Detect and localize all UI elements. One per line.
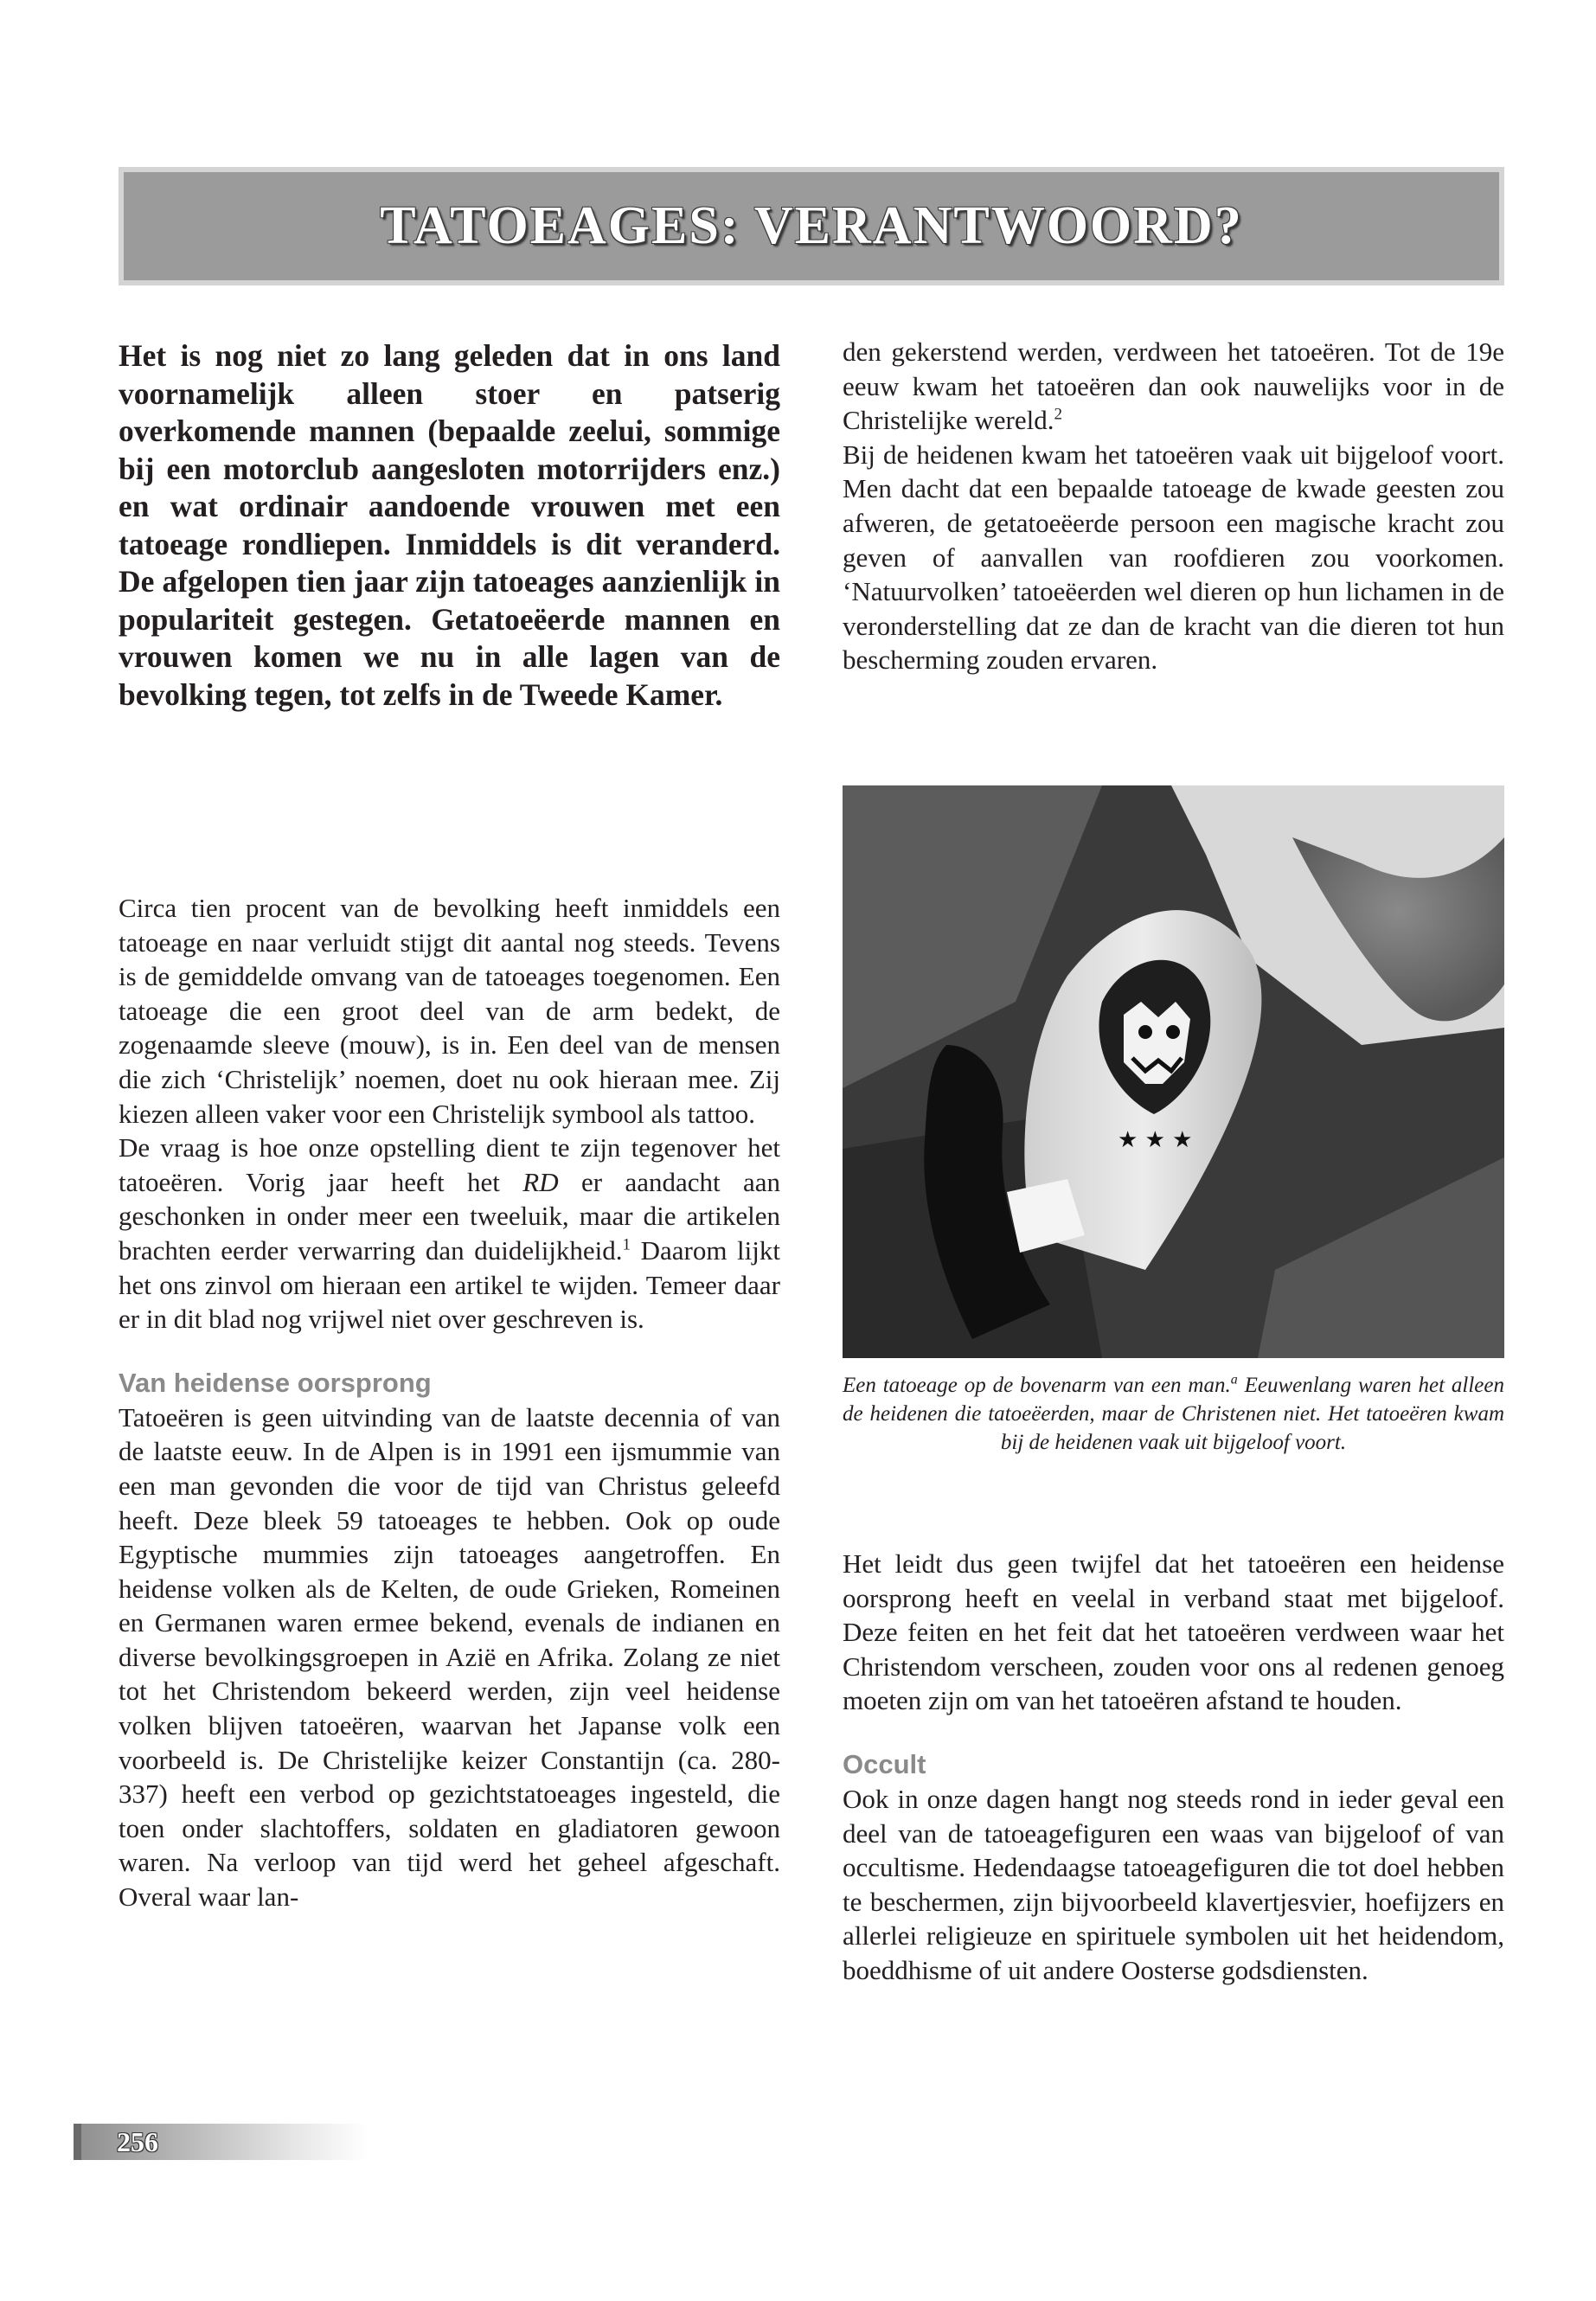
page-number-bar: [74, 2124, 81, 2160]
footnote-ref-2: 2: [1054, 405, 1062, 424]
left-paragraph-1: Circa tien procent van de bevolking heeft inmiddels een tatoeage en naar verluidt stijgt dit aantal nog steeds. Tevens is de gemiddelde omvang van de tatoeages toegenomen. Een tatoeage die een groot deel van de arm bedekt, de zogenaamde sleeve (mouw), is in. Een deel van de mensen die zich ‘Christelijk’ noemen, doet nu ook hieraan mee. Zij kiezen alleen vaker voor een Christelijk symbool als tattoo.: [119, 893, 780, 1129]
right-column-top: [843, 335, 1504, 677]
right-column-bottom: [843, 1547, 1504, 1988]
page-title: TATOEAGES: VERANTWOORD?: [380, 196, 1243, 255]
section-heading-occult: Occult: [843, 1748, 926, 1779]
footnote-ref-1: 1: [622, 1235, 631, 1254]
intro-paragraph: Het is nog niet zo lang geleden dat in ons land voornamelijk alleen stoer en patserig overkomende mannen (bepaalde zeelui, sommige bij een motorclub aangesloten motorrijders enz.) en wat ordinair aandoende vrouwen met een tatoeage rondliepen. Inmiddels is dit veranderd. De afgelopen tien jaar zijn tatoeages aanzienlijk in populariteit gestegen. Getatoeëerde mannen en vrouwen komen we nu in alle lagen van de bevolking tegen, tot zelfs in de Tweede Kamer.: [119, 338, 780, 712]
photo-caption: Een tatoeage op de bovenarm van een man.$^a$ Eeuwenlang waren het alleen de heidenen die tatoeëerden, maar de Christenen niet. Het tatoeëren kwam bij de heidenen vaak uit bijgeloof voort.: [843, 1372, 1504, 1454]
left-paragraph-2: De vraag is hoe onze opstelling dient te zijn tegenover het tatoeëren. Vorig jaar heeft het RD er aandacht aan geschonken in onder meer een tweeluik, maar die artikelen brachten eerder verwarring dan duidelijkheid.$^1$ Daarom lijkt het ons zinvol om hieraan een artikel te wijden. Temeer daar er in dit blad nog vrijwel niet over geschreven is.: [119, 1132, 781, 1335]
tattoo-photo-illustration: [843, 785, 1504, 1358]
right-paragraph-1: den gekerstend werden, verdween het tatoeëren. Tot de 19e eeuw kwam het tatoeëren dan ook nauwelijks voor in de Christelijke wereld.$^2$: [843, 336, 1504, 436]
left-paragraph-3: Tatoeëren is geen uitvinding van de laatste decennia of van de laatste eeuw. In de Alpen is in 1991 een ijsmummie van een man gevonden die voor de tijd van Christus geleefd heeft. Deze bleek 59 tatoeages te hebben. Ook op oude Egyptische mummies zijn tatoeages aangetroffen. En heidense volken als de Kelten, de oude Grieken, Romeinen en Germanen waren ermee bekend, evenals de indianen en diverse bevolkingsgroepen in Azië en Afrika. Zolang ze niet tot het Christendom bekeerd werden, zijn veel heidense volken blijven tatoeëren, waarvan het Japanse volk een voorbeeld is. De Christelijke keizer Constantijn (ca. 280-337) heeft een verbod op gezichtstatoeages ingesteld, die toen onder slachtoffers, soldaten en gladiatoren gewoon waren. Na verloop van tijd werd het geheel afgeschaft. Overal waar lan-: [119, 1401, 780, 1913]
tattoo-photo: [843, 785, 1504, 1358]
title-banner: [119, 167, 1504, 285]
right-paragraph-2: Bij de heidenen kwam het tatoeëren vaak uit bijgeloof voort. Men dacht dat een bepaalde tatoeage de kwade geesten zou afweren, de getatoeëerde persoon een magische kracht zou geven of aanvallen van roofdieren zou voorkomen. ‘Natuurvolken’ tatoeëerden wel dieren op hun lichamen in de veronderstelling dat ze dan de kracht van die dieren tot hun bescherming zouden ervaren.: [843, 439, 1504, 676]
page-number: 256: [117, 2126, 158, 2157]
rd-reference: RD: [522, 1166, 559, 1197]
caption-footnote-ref: a: [1230, 1372, 1238, 1388]
left-column: [119, 891, 780, 1914]
right-paragraph-4: Ook in onze dagen hangt nog steeds rond in ieder geval een deel van de tatoeagefiguren een waas van bijgeloof of van occultisme. Hedendaagse tatoeagefiguren die tot doel hebben te beschermen, zijn bijvoorbeeld klavertjesvier, hoefijzers en allerlei religieuze en spirituele symbolen uit het heidendom, boeddhisme of uit andere Oosterse godsdiensten.: [843, 1783, 1504, 1985]
right-paragraph-3: Het leidt dus geen twijfel dat het tatoeëren een heidense oorsprong heeft en veelal in verband staat met bijgeloof. Deze feiten en het feit dat het tatoeëren verdween waar het Christendom verscheen, zouden voor ons al redenen genoeg moeten zijn om van het tatoeëren afstand te houden.: [843, 1548, 1504, 1716]
section-heading-origin: Van heidense oorsprong: [119, 1367, 432, 1398]
svg-text:★ ★ ★: ★ ★ ★: [1118, 1127, 1193, 1153]
